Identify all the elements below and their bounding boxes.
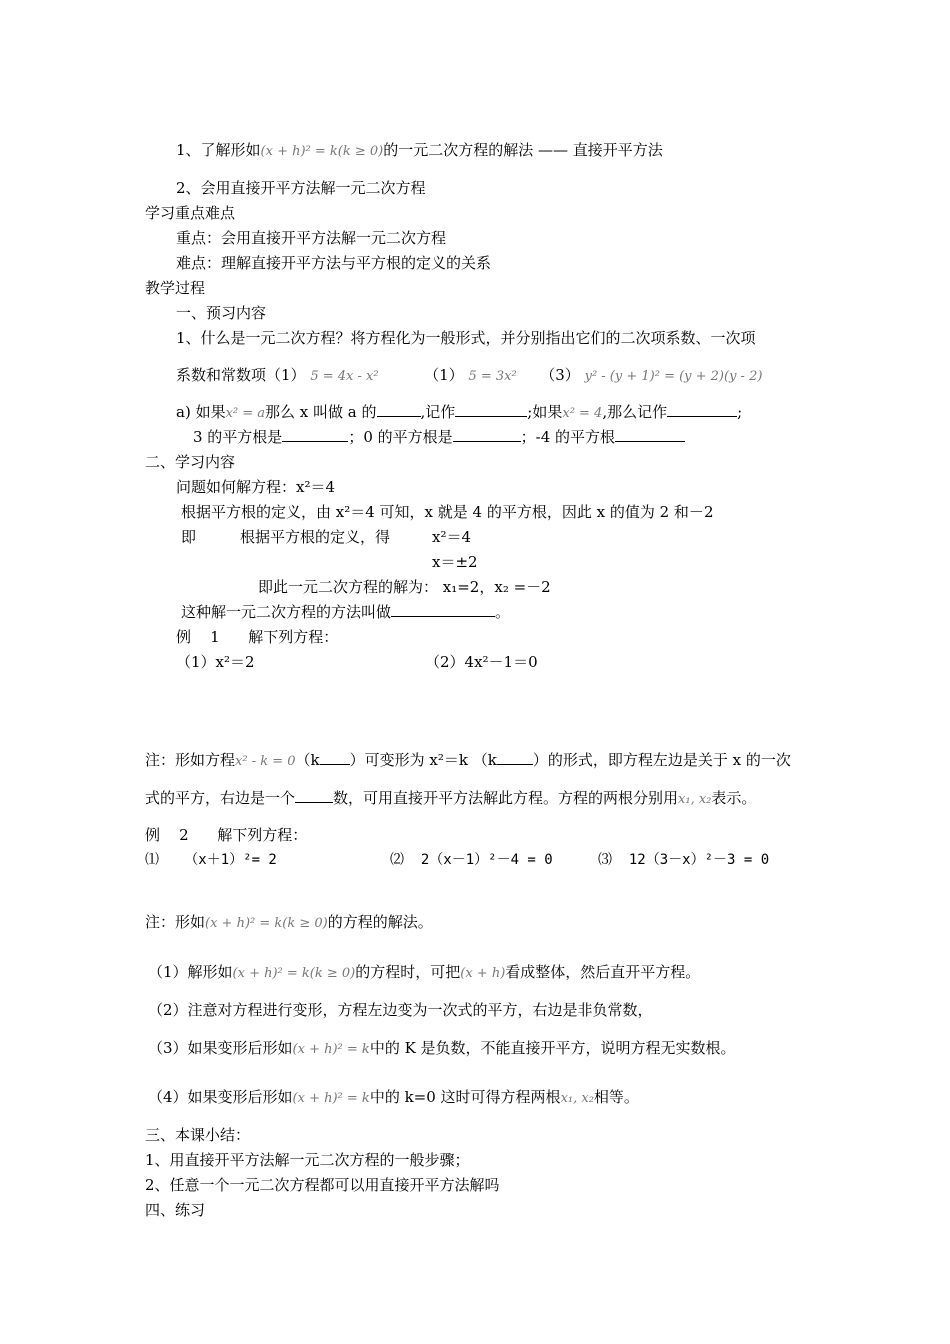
note-2-text-1: 注：形如 — [145, 913, 206, 931]
note-1-text-2: （k — [295, 751, 320, 769]
focus-point: 重点：会用直接开平方法解一元二次方程 — [176, 229, 447, 247]
step-3-text-1: （3）如果变形后形如 — [148, 1039, 293, 1057]
example-1-b: （2）4x²－1＝0 — [425, 653, 538, 671]
note-2-text-2: 的方程的解法。 — [327, 913, 433, 931]
equation-3: y² - (y + 1)² = (y + 2)(y - 2) — [584, 369, 763, 384]
problem-line: 问题如何解方程：x²＝4 — [176, 478, 336, 496]
step-4-text-3: 相等。 — [593, 1088, 639, 1106]
blank-line[interactable] — [282, 427, 348, 442]
qb-text-1: 3 的平方根是 — [193, 428, 283, 446]
example-2-c: ⑶ 12（3－x）²－3 = 0 — [598, 852, 770, 868]
note-1-text-7: 表示。 — [711, 789, 757, 807]
blank-line[interactable] — [453, 427, 521, 442]
note-2-step-3 — [148, 1038, 736, 1060]
study-heading: 二、学习内容 — [145, 453, 236, 471]
step-3-text-2: 中的 K 是负数，不能直接开平方，说明方程无实数根。 — [369, 1039, 736, 1057]
method-line — [181, 602, 510, 622]
note-1-text-4: ）的形式，即方程左边是关于 x 的一次 — [532, 751, 791, 769]
example-1-title: 例 1 解下列方程： — [176, 628, 339, 646]
question-b — [193, 427, 685, 447]
blank-line[interactable] — [295, 788, 333, 803]
blank-line[interactable] — [615, 427, 685, 442]
qa-formula-1: x² = a — [225, 406, 266, 421]
note-2-title — [145, 912, 433, 934]
method-end: 。 — [495, 603, 511, 621]
blank-line[interactable] — [497, 750, 533, 765]
step-4-text-1: （4）如果变形后形如 — [148, 1088, 293, 1106]
process-heading: 教学过程 — [145, 279, 206, 297]
question-1-line-2 — [176, 365, 762, 387]
note-1-text-5: 式的平方，右边是一个 — [145, 789, 296, 807]
qa-text-4: ;如果 — [527, 403, 563, 421]
objective-1-text: 1、了解形如 — [176, 141, 261, 159]
note-1-formula-1: x² - k = 0 — [235, 754, 296, 769]
objective-1-formula: (x + h)² = k(k ≥ 0) — [260, 144, 384, 159]
practice-heading: 四、练习 — [145, 1201, 206, 1219]
objective-1 — [176, 140, 663, 162]
qb-text-2: ；0 的平方根是 — [348, 428, 453, 446]
equation-2: 5 = 3x² — [468, 369, 517, 384]
objective-1-tail: 的一元二次方程的解法 —— 直接开平方法 — [383, 141, 663, 159]
note-2-step-2: （2）注意对方程进行变形，方程左边变为一次式的平方，右边是非负常数， — [148, 1001, 653, 1019]
solution-line: 即此一元二次方程的解为： x₁=2，x₂ =－2 — [258, 578, 551, 596]
equation-x-plus-minus: x＝±2 — [432, 553, 478, 571]
ji-label: 即 — [181, 528, 197, 546]
equation-2-label: （1） — [424, 366, 464, 384]
equation-x-squared: x²＝4 — [432, 528, 472, 546]
method-text: 这种解一元二次方程的方法叫做 — [181, 603, 392, 621]
note-2-step-1 — [148, 962, 700, 984]
question-a — [176, 402, 742, 424]
qa-text-5: ,那么记作 — [602, 403, 668, 421]
note-1-text-3: ）可变形为 x²＝k （k — [349, 751, 497, 769]
qa-text-6: ; — [737, 403, 743, 421]
equation-1: 5 = 4x - x² — [310, 369, 379, 384]
note-1-formula-2: x₁, x₂ — [678, 792, 712, 807]
preview-heading: 一、预习内容 — [176, 304, 267, 322]
key-points-heading: 学习重点难点 — [145, 204, 236, 222]
step-1-text-3: 看成整体，然后直开平方程。 — [505, 963, 701, 981]
note-2-step-4 — [148, 1087, 639, 1109]
step-1-formula-2: (x + h) — [460, 966, 506, 981]
by-definition: 根据平方根的定义，得 — [240, 528, 391, 546]
note-1-line-1 — [145, 750, 791, 772]
blank-line[interactable] — [391, 602, 495, 617]
example-1-a: （1）x²＝2 — [176, 653, 255, 671]
blank-line[interactable] — [667, 402, 737, 417]
objective-2: 2、会用直接开平方法解一元二次方程 — [176, 179, 426, 197]
example-2-title: 例 2 解下列方程： — [145, 826, 308, 844]
example-2-b: ⑵ 2（x－1）²－4 = 0 — [390, 852, 553, 868]
step-4-formula-1: (x + h)² = k — [292, 1091, 370, 1106]
step-1-text-2: 的方程时，可把 — [355, 963, 461, 981]
qa-text-1: a) 如果 — [176, 403, 226, 421]
question-1-line-1: 1、什么是一元二次方程？将方程化为一般形式，并分别指出它们的二次项系数、一次项 — [176, 329, 756, 347]
blank-line[interactable] — [455, 402, 527, 417]
question-1-prefix: 系数和常数项（1） — [176, 366, 306, 384]
note-1-text-1: 注：形如方程 — [145, 751, 236, 769]
blank-line[interactable] — [320, 750, 350, 765]
equation-3-label: （3） — [540, 366, 580, 384]
summary-item-2: 2、任意一个一元二次方程都可以用直接开平方法解吗 — [145, 1176, 500, 1194]
note-2-formula: (x + h)² = k(k ≥ 0) — [205, 916, 328, 931]
example-2-a: ⑴ （x＋1）²= 2 — [145, 852, 277, 868]
step-4-text-2: 中的 k=0 这时可得方程两根 — [369, 1088, 561, 1106]
qa-text-2: 那么 x 叫做 a 的 — [265, 403, 377, 421]
step-4-formula-2: x₁, x₂ — [560, 1091, 594, 1106]
difficulty-point: 难点：理解直接开平方法与平方根的定义的关系 — [176, 254, 492, 272]
qa-formula-2: x² = 4 — [562, 406, 603, 421]
step-1-formula-1: (x + h)² = k(k ≥ 0) — [232, 966, 356, 981]
summary-heading: 三、本课小结： — [145, 1126, 251, 1144]
step-1-text-1: （1）解形如 — [148, 963, 233, 981]
qb-text-3: ；-4 的平方根 — [520, 428, 616, 446]
summary-item-1: 1、用直接开平方法解一元二次方程的一般步骤； — [145, 1151, 470, 1169]
qa-text-3: ,记作 — [420, 403, 456, 421]
blank-line[interactable] — [377, 402, 421, 417]
note-1-text-6: 数，可用直接开平方法解此方程。方程的两根分别用 — [333, 789, 679, 807]
note-1-line-2 — [145, 788, 756, 810]
explanation-line: 根据平方根的定义，由 x²＝4 可知，x 就是 4 的平方根，因此 x 的值为 2 和－2 — [181, 503, 714, 521]
step-3-formula: (x + h)² = k — [292, 1042, 370, 1057]
